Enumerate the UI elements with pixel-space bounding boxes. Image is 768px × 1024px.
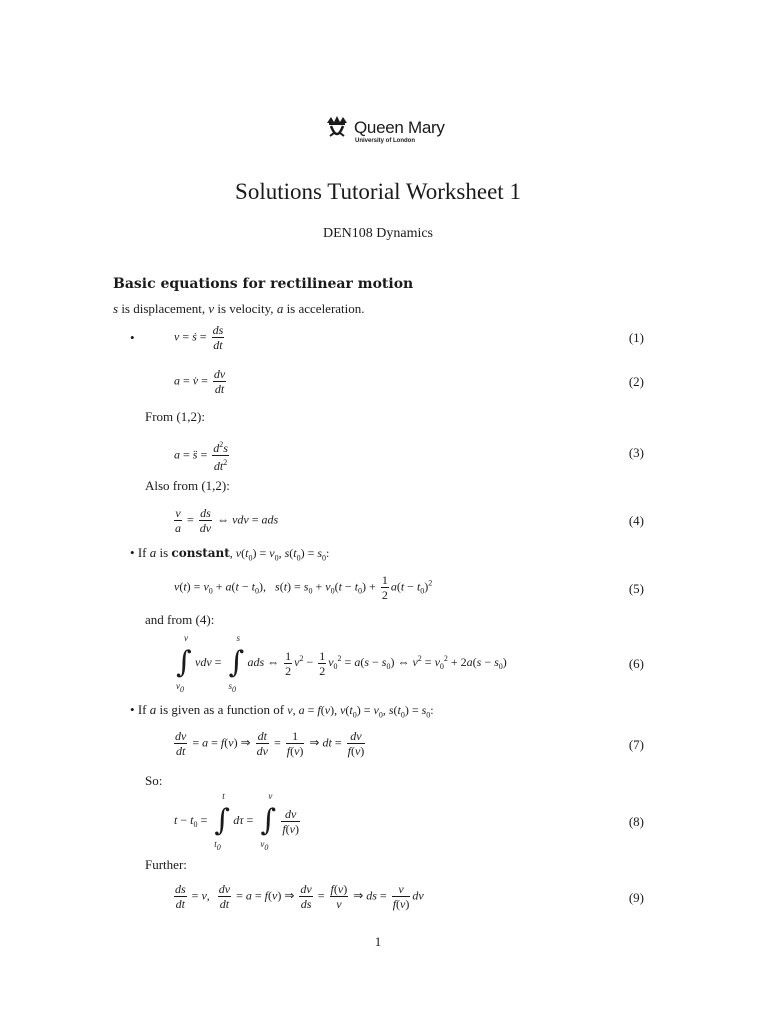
also-from-1-2-label: Also from (1,2): — [145, 478, 230, 493]
intro-line: s is displacement, v is velocity, a is acceleration. — [113, 301, 365, 316]
equation-number-7: (7) — [628, 737, 644, 752]
equation-number-3: (3) — [628, 445, 644, 460]
equation-number-8: (8) — [628, 814, 644, 829]
bullet-3-line: • If a is given as a function of v, a = f(v), $v(t_0) = v_0$, $s(t_0) = s_0$: — [130, 702, 434, 720]
crown-shield-icon — [322, 114, 352, 144]
logo-name: Queen Mary — [354, 118, 445, 137]
equation-number-4: (4) — [628, 513, 644, 528]
equation-5: $v(t) = v_0 + a(t - t_0)$, $s(t) = s_0 + v_0(t - t_0)$ + $\frac{1}{2}$ $a(t - t_0)^2$ — [174, 573, 433, 602]
equation-9: $\frac{ds}{dt}$ = v, $\frac{dv}{dt}$ = a = f(v) ⇒ $\frac{dv}{ds}$ = $\frac{f(v)}{v}$ ⇒ ds = $\frac{v}{f(v)}$ dv — [175, 882, 424, 911]
equation-1: v = ṡ = $\frac{ds}{dt}$ — [174, 323, 224, 352]
section-heading: Basic equations for rectilinear motion — [113, 276, 414, 292]
equation-7: $\frac{dv}{dt}$ = a = f(v) ⇒ $\frac{dt}{dv}$ = $\frac{1}{f(v)}$ ⇒ dt = $\frac{dv}{f(v)}$ — [175, 729, 365, 758]
equation-6: ∫ v $v_0$ vdv = ∫ s $s_0$ ads ⇔ $\frac{1}{2}$ $v^2$ − $\frac{1}{2}$ $v_0^2 = a(s - s_0)$ ⇔ $v^2 = v_0^2 + 2a(s - s_0)$ — [176, 633, 507, 694]
document-title: Solutions Tutorial Worksheet 1 — [235, 179, 521, 204]
further-label: Further: — [145, 857, 187, 872]
equation-number-2: (2) — [628, 374, 644, 389]
bullet-1: • — [130, 330, 135, 345]
equation-number-6: (6) — [628, 656, 644, 671]
equation-number-5: (5) — [628, 581, 644, 596]
equation-4: $\frac{v}{a}$ = $\frac{ds}{dv}$ ⇔ vdv = ads — [175, 506, 279, 535]
and-from-4-label: and from (4): — [145, 612, 215, 627]
page-number: 1 — [374, 934, 382, 949]
equation-3: a = s̈ = $\frac{d^2s}{dt^2}$ — [174, 440, 228, 473]
logo-subtitle: University of London — [355, 138, 415, 144]
so-label: So: — [145, 773, 163, 788]
university-logo — [322, 114, 446, 150]
equation-8: $t - t_0$ = ∫ t $t_0$ dτ = ∫ v $v_0$ $\frac{d\nu}{f(\nu)}$ — [174, 791, 299, 852]
bullet-2-line: • If a is constant, $v(t_0) = v_0$, $s(t_0) = s_0$: — [130, 545, 330, 563]
from-1-2-label: From (1,2): — [145, 409, 205, 424]
course-name: DEN108 Dynamics — [322, 226, 434, 241]
equation-number-9: (9) — [628, 890, 644, 905]
equation-2: a = v̇ = $\frac{dv}{dt}$ — [174, 367, 226, 396]
equation-number-1: (1) — [628, 330, 644, 345]
